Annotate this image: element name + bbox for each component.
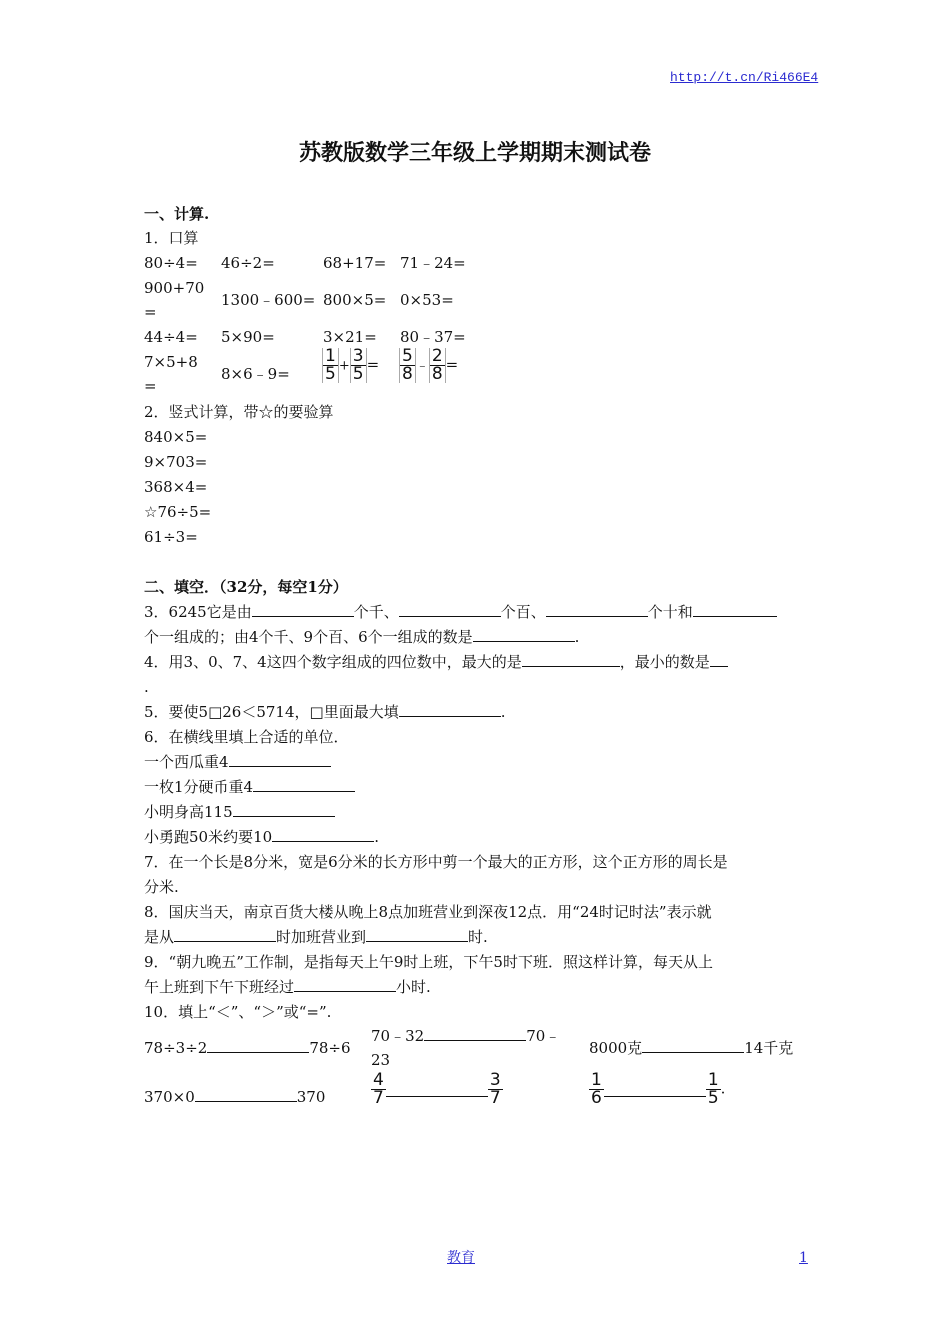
q9-line2: 午上班到下午下班经过 小时. bbox=[144, 978, 431, 996]
q4-line1: 4．用3、0、7、4这四个数字组成的四位数中，最大的是 ，最小的数是 bbox=[144, 652, 728, 672]
oral-cell: 800×5= bbox=[323, 291, 387, 309]
answer-blank[interactable] bbox=[233, 802, 335, 817]
answer-blank[interactable] bbox=[604, 1082, 706, 1097]
q8-line1: 8．国庆当天，南京百货大楼从晚上8点加班营业到深夜12点．用“24时记时法”表示就 bbox=[144, 903, 712, 921]
footer-edu-link[interactable]: 教育 bbox=[447, 1250, 475, 1266]
q3-line1: 3．6245它是由 个千、 个百、 个十和 bbox=[144, 602, 777, 622]
fraction-expression-b: $\frac{5}{8}$ ﹣ $\frac{2}{8}$ = bbox=[399, 348, 458, 383]
oral-cell: 44÷4= bbox=[144, 328, 198, 346]
compare-fractions: $\frac{1}{6}$ $\frac{1}{5}$ . bbox=[591, 1070, 726, 1108]
answer-blank[interactable] bbox=[174, 927, 276, 942]
compare-item: 370×0 370 bbox=[144, 1088, 326, 1106]
q1-label: 1．口算 bbox=[144, 229, 199, 247]
fraction-expression-a: $\frac{1}{5}$ + $\frac{3}{5}$ = bbox=[322, 348, 379, 383]
answer-blank[interactable] bbox=[399, 702, 501, 717]
answer-blank[interactable] bbox=[252, 602, 354, 617]
compare-item-wrap: 23 bbox=[371, 1051, 391, 1069]
compare-item: 8000克 14千克 bbox=[589, 1039, 794, 1057]
answer-blank[interactable] bbox=[253, 777, 355, 792]
answer-blank[interactable] bbox=[272, 827, 374, 842]
compare-item: 70﹣32 70﹣ bbox=[371, 1027, 561, 1045]
answer-blank[interactable] bbox=[399, 602, 501, 617]
answer-blank[interactable] bbox=[522, 652, 620, 667]
q6-item: 小明身高115 bbox=[144, 802, 335, 822]
oral-cell: 900+70 bbox=[144, 279, 205, 297]
fraction: $\frac{4}{7}$ bbox=[373, 1070, 384, 1108]
oral-cell: 80÷4= bbox=[144, 254, 198, 272]
q6-item: 小勇跑50米约要10 . bbox=[144, 828, 379, 846]
answer-blank[interactable] bbox=[195, 1087, 297, 1102]
answer-blank[interactable] bbox=[386, 1082, 488, 1097]
page-title: 苏教版数学三年级上学期期末测试卷 bbox=[298, 140, 651, 166]
q3-line2: 个一组成的；由4个千、9个百、6个一组成的数是 . bbox=[144, 628, 580, 646]
page-number[interactable]: 1 bbox=[799, 1250, 808, 1266]
fraction: $\frac{3}{7}$ bbox=[489, 1070, 501, 1108]
oral-cell: 71﹣24= bbox=[400, 254, 466, 272]
q4-line2: . bbox=[144, 678, 149, 696]
q6-item: 一枚1分硬币重4 bbox=[144, 777, 355, 797]
fraction: $\frac{1}{5}$ bbox=[322, 348, 339, 383]
oral-cell: 8×6﹣9= bbox=[221, 365, 290, 383]
q8-line2: 是从 时加班营业到 时. bbox=[144, 928, 488, 946]
oral-cell: 7×5+8 bbox=[144, 353, 198, 371]
oral-cell: = bbox=[144, 377, 157, 395]
q2-label: 2．竖式计算，带☆的要验算 bbox=[144, 403, 334, 421]
oral-cell: 3×21= bbox=[323, 328, 377, 346]
fraction: $\frac{2}{8}$ bbox=[429, 348, 446, 383]
q10-label: 10．填上“＜”、“＞”或“=”. bbox=[144, 1003, 332, 1021]
q6-label: 6．在横线里填上合适的单位． bbox=[144, 728, 349, 746]
q7-line1: 7．在一个长是8分米，宽是6分米的长方形中剪一个最大的正方形，这个正方形的周长是 bbox=[144, 853, 728, 871]
q5: 5．要使5□26＜5714，□里面最大填 . bbox=[144, 703, 506, 721]
compare-item: 78÷3÷2 78÷6 bbox=[144, 1039, 351, 1057]
q6-item: 一个西瓜重4 bbox=[144, 752, 331, 772]
oral-cell: 1300﹣600= bbox=[221, 291, 316, 309]
oral-cell: = bbox=[144, 303, 157, 321]
section2-heading: 二、填空．（32分，每空1分） bbox=[144, 578, 348, 596]
fraction: $\frac{1}{6}$ bbox=[591, 1070, 602, 1108]
vertical-item: ☆76÷5= bbox=[144, 503, 212, 521]
q9-line1: 9．“朝九晚五”工作制，是指每天上午9时上班，下午5时下班．照这样计算，每天从上 bbox=[144, 953, 713, 971]
answer-blank[interactable] bbox=[642, 1038, 744, 1053]
compare-fractions bbox=[371, 1072, 503, 1107]
oral-cell: 68+17= bbox=[323, 254, 387, 272]
oral-cell: 80﹣37= bbox=[400, 328, 466, 346]
vertical-item: 61÷3= bbox=[144, 528, 198, 546]
header-link[interactable]: http://t.cn/Ri466E4 bbox=[670, 70, 819, 85]
vertical-item: 9×703= bbox=[144, 453, 208, 471]
oral-cell: 0×53= bbox=[400, 291, 454, 309]
fraction: $\frac{3}{5}$ bbox=[350, 348, 367, 383]
answer-blank[interactable] bbox=[424, 1026, 526, 1041]
answer-blank[interactable] bbox=[229, 752, 331, 767]
vertical-item: 368×4= bbox=[144, 478, 208, 496]
answer-blank[interactable] bbox=[546, 602, 648, 617]
answer-blank[interactable] bbox=[207, 1038, 309, 1053]
answer-blank[interactable] bbox=[710, 652, 728, 667]
answer-blank[interactable] bbox=[366, 927, 468, 942]
answer-blank[interactable] bbox=[693, 602, 777, 617]
fraction: $\frac{5}{8}$ bbox=[399, 348, 416, 383]
oral-cell: 5×90= bbox=[221, 328, 275, 346]
oral-cell: 46÷2= bbox=[221, 254, 275, 272]
fraction: $\frac{1}{5}$ bbox=[707, 1070, 719, 1108]
vertical-item: 840×5= bbox=[144, 428, 208, 446]
section1-heading: 一、计算. bbox=[144, 205, 210, 223]
q7-line2: 分米. bbox=[144, 878, 179, 896]
answer-blank[interactable] bbox=[294, 977, 396, 992]
answer-blank[interactable] bbox=[473, 627, 575, 642]
